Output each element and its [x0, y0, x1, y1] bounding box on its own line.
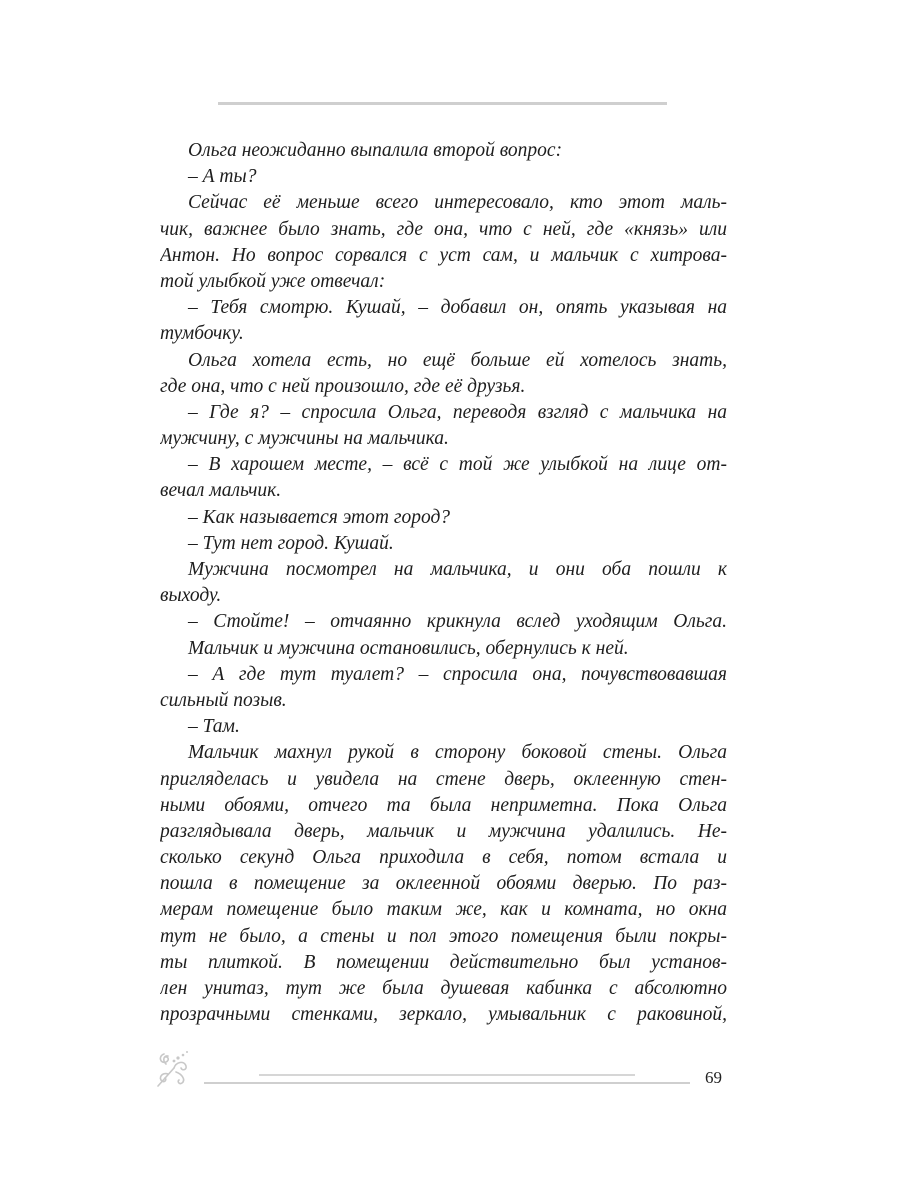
text-line: – Там. — [188, 716, 240, 738]
text-line: ты плиткой. В помещении действительно был установ- — [160, 951, 727, 973]
text-line: – Как называется этот город? — [188, 506, 451, 528]
text-line: пригляделась и увидела на стене дверь, оклеенную стен- — [160, 768, 727, 790]
footer-rule — [204, 1082, 690, 1084]
text-line: Сейчас её меньше всего интересовало, кто этот маль- — [188, 192, 727, 214]
text-line: ными обоями, отчего та была неприметна. Пока Ольга — [160, 794, 727, 816]
text-line: Мальчик махнул рукой в сторону боковой стены. Ольга — [188, 742, 727, 764]
text-line: Мальчик и мужчина остановились, обернулись к ней. — [188, 637, 629, 659]
text-line: лен унитаз, тут же была душевая кабинка с абсолютно — [160, 978, 727, 999]
text-line: Мужчина посмотрел на мальчика, и они оба пошли к — [188, 559, 727, 580]
text-line: Ольга хотела есть, но ещё больше ей хотелось знать, — [188, 349, 727, 371]
text-line: Антон. Но вопрос сорвался с уст сам, и мальчик с хитрова- — [160, 244, 727, 266]
text-line: мерам помещение было таким же, как и комната, но окна — [160, 899, 727, 921]
text-line: вечал мальчик. — [160, 480, 282, 502]
text-line: сколько секунд Ольга приходила в себя, потом встала и — [160, 847, 727, 869]
text-line: – А ты? — [188, 166, 257, 188]
body-text — [160, 138, 727, 1028]
text-line: – Стойте! – отчаянно крикнула вслед уходящим Ольга. — [188, 611, 727, 633]
text-line: той улыбкой уже отвечал: — [160, 270, 386, 292]
text-line: Ольга неожиданно выпалила второй вопрос: — [188, 140, 563, 161]
text-line: – Где я? – спросила Ольга, переводя взгляд с мальчика на — [188, 401, 727, 423]
header-rule — [218, 102, 667, 105]
text-line: – Тебя смотрю. Кушай, – добавил он, опять указывая на — [188, 297, 727, 319]
text-line: где она, что с ней произошло, где её друзья. — [160, 375, 526, 397]
text-line: тумбочку. — [160, 323, 244, 345]
footer-rule-short — [259, 1074, 635, 1076]
text-line: прозрачными стенками, зеркало, умывальник с раковиной, — [160, 1004, 727, 1026]
floral-ornament-icon — [154, 1046, 198, 1088]
text-line: мужчину, с мужчины на мальчика. — [160, 428, 449, 450]
page-number: 69 — [705, 1068, 722, 1087]
text-line: – Тут нет город. Кушай. — [188, 532, 394, 554]
text-line: – А где тут туалет? – спросила она, почувствовавшая — [188, 663, 727, 685]
text-line: выходу. — [160, 585, 222, 607]
text-line: сильный позыв. — [160, 689, 287, 711]
text-line: – В харошем месте, – всё с той же улыбкой на лице от- — [188, 454, 727, 476]
text-line: чик, важнее было знать, где она, что с ней, где «князь» или — [160, 218, 727, 240]
text-line: пошла в помещение за оклеенной обоями дверью. По раз- — [160, 873, 727, 895]
text-line: разглядывала дверь, мальчик и мужчина удалились. Не- — [160, 820, 727, 842]
text-line: тут не было, а стены и пол этого помещения были покры- — [160, 925, 727, 947]
